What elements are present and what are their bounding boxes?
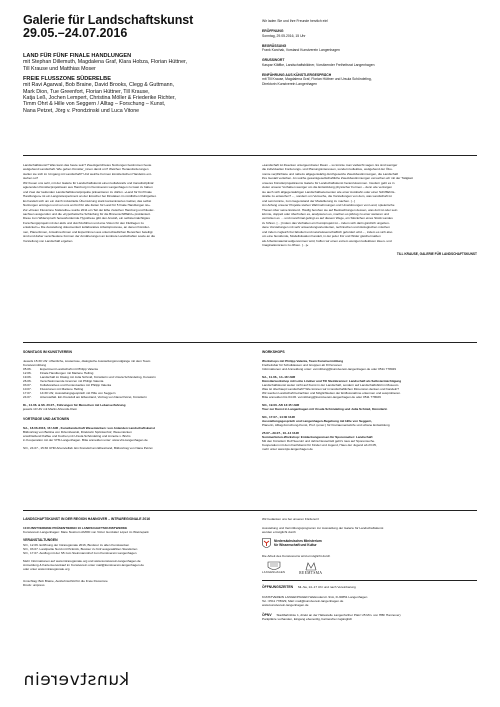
workshops-block [262,350,477,451]
address-block: KUNSTVEREIN LANGENHAGEN Walsroderstr. 91A, D-30851 Langenhagen Tel.: 0511 778029, Mail: mail@kunstverein-langenhagen.de www.kunstverein-langenhagen.de [262,595,477,607]
workshop-4: SO., 17.07., 14:30 UHR Ausstellungsgespräch und Langenhagen-Begehung mit Hille von Seggern, Planerin, Alltag-Forschung-Kunst, Prof. (emer.) für Freiraumentwürfe und urbane Entwicklung [262,415,390,428]
invitation-block: Wir laden Sie und Ihre Freunde herzlich ein! ERÖFFNUNG Sonntag, 29.05.2016, 15 Uhr BEGRÜSSUNG Frank Karchak, Vorstand Kunstverein Langenhagen GRUSSWORT Kaspar Kläffke, Landschaftsbildner, Vorsitzender Freiheitsrat Langenhagen EINFÜHRUNG AUS KÜNSTLERGESPRÄCH mit Till Krause, Magdalena Graf, Florian Hüttner und Ursula Schöndeling, Direktorin Kunstverein Langenhagen [262,19,477,86]
sponsors-lines: Ausstellung und Vermittlungsprogramm zur Ausstellung der Galerie für Landschaftskunst werden ermöglicht durch [262,526,384,534]
talk-1: SA., 18.06.2016, 16 UHR , Kunstlandschaft Wesemücken: von Anlenden Landschaftskunst Bildvortrag von Bettina von Dziembowski, Direktorin Sprinkenhof, Wesemücken anschließend Kaffee und Kuchen,mit Ursula Schöndeling und Annette v. Bruhs in Kooperation mit der VHS Langenhagen. Bitte anmelden unter: www.vhs-langenhagen.de [23,425,156,442]
essay-right: »Landschaft ist Zwecken untergeordneter Raum – so könnte man vielleicht sagen. Es sind weniger die individuellen Forderungs- und Planungsinteressen, sondern kollektive, weitgehend der Öko- nomie verpflichtete und nahezu allgegenwärtig durchgesetzte Zweckbestimmungen, die Landschaft ihre Gestalt verleihen. An solche gesamtgesellschaftliche Zweckbestimmungen versuchen wir mit der Tätigkeit unseres Künstlerprojektraums Galerie für Landschaftskunst heranzukommen. Insofern geht es in vielen unserer Vorhaben weniger um die Entwicklung physischer Formen – denn wie verzeigen sie auch sich allgegenwärtigen Landschaftselementen wie einer Autobahn oder einer Schifffahrts- straße zu entwerfen? – , sondern um Versuche, die Vorstellungen von dem, was Landschaft ist und sein könnte, zum Gegenstand der Modellierung zu machen. [...] Am Anfang unserer Projekte stehen Wahrnehmungen und Umwidmungen von Land, spielerische Thesen über seine Existenz. Häufig beruhen sie auf Beobachtungen dessen, was dort ist oder sein könnte, doppelt oder überhoben es, analysieren es, machen es jäbzug zu einer weiteren und verrücken es … und manchmal gelingt es auf diesem Wege, ein Stückchen eines Stück Landes zu führen. […] Indem das Verhalten ein Kunstprojekt ist – indem sich darin gänzlich ungebun- dene Vorstellungen mit sehr anwendungsorientierten, technischen und ökologischen mischen und indem zugleich frei fabuliert und naturwissenschaftlich gefordert wird – , indem es sich also um eine fiend/ende, Modellsituation handelt, in der jeder Für und Wider gleichermaßen als Arbeitsmaterial aufgenommen wird, hoffen wir einen extrem wenigen kollektiven Ideen- und Imaginationsraum zu öffnen. […]« TILL KRAUSE, GALERIE FÜR LANDSCHAFTSKUNST [262,163,477,256]
talks-heading: VORTRÄGE UND AKTIONEN [23,417,70,422]
program-block [23,350,245,450]
workshop-1: Workshops mit Philipp Valenta, Team Kunstvermittlung Freiheitsbar für Schulklassen und Gruppen ab 8 Personen Informationen und Anmeldung unter: vermittlung@kunstverein-langenhagen.de oder 0511 778029 [262,359,396,372]
section1-heading: LAND FÜR FÜNF FINALE HANDLUNGEN [23,53,132,59]
list-item: 26.06. Verschwimmende Grenzen mit Philipp Valenta [23,379,104,384]
workshop-3: SO., 19.06. AB 13:45 UHR Tour zur Kunst in Langenhagen mit Ursula Schöndeling und Julia Schmid, Künstlerin [262,403,388,412]
print-credits: Umschlag: Bob Braine, Ausbuhnschild für die Freie Flusszone Druck: unipress [23,578,108,587]
workshops-heading: WORKSHOPS [262,350,285,354]
region-heading: LANDSCHAFTSKUNST IN DER REGION HANNOVER – INTRAREGIONALE 2016 [23,517,150,521]
region-intro: 10 KUNSTVEREINE PRÄSENTIEREN 10 LANDSCHAFTSKUNSTWERKE Kunstverein Langenhagen: Mare Nostrum AMOD von Victor González López im Wietzepark [23,526,149,535]
section2-artists: mit Ravi Agarwal, Bob Braine, David Brooks, Clegg & Guttmann, Mark Dion, Tue Greenfort, Florian Hüttner, Till Krause, Katja Leß, Jochen Lempert, Christina Möller & Friederike Richter, Timm Ohrt & Hille von Seggern / Alltag – Forschung – Kunst, Nana Petzet, Jörg v. Prondzinski und Luca Vitone [23,82,176,114]
program-dates [23,367,245,399]
list-item: 24.07. Artenvielfalt. Ein Kreisdoll am Elbestrand, Vortrag von Nana Petzet, Künstlerin [23,395,147,400]
list-item: 12.06. Finale Handlungen mit Marlene Helling [23,371,94,376]
list-item: 10.07. Flusszonen mit Marlene Helling [23,387,84,392]
sponsor-logos [262,561,477,575]
program-intro: Jeweils 15:30 Uhr: öffentliche, kostenlose, dialogische Ausstellungsrundgänge mit dem Team Kunstvermittlung [23,359,151,368]
exhibition-header [23,14,248,114]
label-address: GRUSSWORT [262,58,285,63]
workshop-5: 25.07.–29.07., 10–14 UHR Sommerferien-Workshop: Entdeckungsreisen für Sporenseher: Landschaft Mit den Künstlern Rolf Seerutz und Jahra Nesselrödi geht's raus auf Sporensuche. Kooperation mit dem Fachdienst für Kinder und Jugend, Haus der Jugend ab 23.05, mehr unter www.kjw-langenhagen.de [262,431,377,452]
list-item: 03.07. Kollaboratives und Kontextuelles mit Philipp Valenta [23,383,112,388]
divider-bottom [23,510,477,511]
region-block [23,517,245,587]
invite-intro: Wir laden Sie und Ihre Freunde herzlich ein! [262,19,329,23]
list-item: 05.06. Experiment Landschaft mit Philipp Valenta [23,367,98,372]
events-heading: VERANSTALTUNGEN [23,538,58,543]
section2-heading: FREIE FLUSSZONE SÜDERELBE [23,76,111,82]
list-item: 17.07. 14:30 Uhr, Ausstellungsgespräch mit Hille von Seggern [23,391,116,396]
reemtsma-logo: REEMTSMA [299,562,322,575]
label-opening: ERÖFFNUNG [262,29,284,34]
program-tours: Di., 14.06. & Mi. 20.07., Führungen für Menschen mit Lebenserfahrung jeweils 10 Uhr mit Martin Ahrends-Klein [23,403,126,412]
region-events: SO., 12.06. Eröffnung der Intraregionale 2016, Busttour zu allen Kunstwerken SO., 03.07. Landpartie Nord mit Picknick, Bustour zu fünf ausgewählten Standorten SO., 17.07. Ausflug mit der S5 zum Steinmannshof zum Kunstverein Langenhagen [23,542,138,555]
reemtsma-mark-icon [305,562,317,571]
website-link[interactable]: www.kunstverein-langenhagen.de [262,602,309,607]
divider-sponsors [262,580,477,581]
essay-signature: TILL KRAUSE, GALERIE FÜR LANDSCHAFTSKUNST [396,251,477,256]
section1-artists: mit Stephan Dillemuth, Magdalena Graf, Klara Hobza, Florian Hüttner, Till Krause und Matthias Moser [23,59,187,72]
transport-block: ÖPNV Stadtbahnlinie 1, direkt an der Haltestelle Langenforther Platz U5 Min. von HBF Hannover) Parkplätze vorhanden, Eingang ebenerdig, barrierefrei zugänglich [262,612,401,622]
city-line: Die Arbeit des Kunstvereins wird ermöglicht durch [262,554,331,558]
sponsors-intro: Wir bedanken uns bei unseren Förderern! [262,517,320,521]
region-info: Mehr Informationen auf www.intraregionale.org und www.kunstverein-langenhagen.de Anmeldung & Kartenververkauf im Kunstverein unter mail@kunstverein-langenhagen.de oder unter www.intraregionale.org [23,558,144,571]
opening-hours: ÖFFNUNGSZEITEN Mi–Sa, 14–17 Uhr und nach Vereinbarung [262,584,356,589]
divider-middle [23,342,477,343]
kunstverein-logo: kunstverein [23,670,130,690]
label-greeting: BEGRÜSSUNG [262,43,287,48]
talk-2: SO., 24.07., 15:30 UHR Artenvielfalt. Ein Kreisdoll am Elbestrand, Bildvortrag von Nana Petzet [23,445,153,450]
crest-icon [262,538,271,550]
workshop-2: SA., 11.06., 14–18 UHR Künstlerworkshop mit Lotte Lindner und Till Steinbrenner: Landschaft als Selbstermächtigung Landschaftskunst weiter nicht auf Kunst in der Landschaft, sondern auf Landschaftsbild im Museum. Was ist überhaupt Landschaft? Wie können wir in landschaftlichen Dimension denken und handeln? Wir werden Landschaft betrachten und Möglichkeiten der Einflussnahme erkennen und ausprobieren. Bitte anmelden bis 04.06. vermittlung@kunstverein-langenhagen.de oder 0511 778029 [262,375,402,400]
langenhagen-logo: LANGENHAGEN [262,561,285,575]
essay-left: Landschaftskunst? Was kann das heute sein? Zweckgerichtetes Nutzungen bestimmen heute weitgehend Landschaft. Wie gehen Künstler_innen damit um? Welchen Herausforderungen stellen sie sich im Umgang mit Landschaft? Und welche Formen künstlerischen Handelns ent- stehen so? Wir freuen uns sehr, mit der Galerie für Landschaftskunst einen kollaborativ und transdisziplinär agierenden Künstlerprojektraum aus Hamburg im Kunstverein Langenhagen zu Gast zu haben und zwei der laufenden Landschaftskunstprojekte präsentieren zu dürfen. »Land für fünf finale Handlungen« ist ein Langzeitexperiment an der Emscher bei Dinslaken im nördlichen Ruhrgebiet. Es handelt sich um ein durch industrielle Übernutzung stark kontaminiertes Gebiet, das selbst Nutzungen entzogen und von uns an fünf für alle Zeiten für Land für 5 finale Handlungen ist». Zur »Freien Flusszone Süderelbe« wurde 2011 ein Teil der Elbe zwischen Hamburg und Nieder- sachsen ausgerufen und die »hypothetische Schleifung für die Binnenschifffahrt« proklamiert. Diese zum Widerspruch herausfordernde Hypothese gibt den Anstoß, ein selbstermächtigtes Forschungsprojekt mit der aktiv und durchzuführen und eine Vision für den Flußlegen zu entwickeln.« Die Ausstellung dokumentiert kollaborative Arbeitsprozesse, an denen Künstler- nen, Planer/innen, Anwohner/innen und Expert/innen aus unterschiedlichen Bereichen beteiligt sind und daher verschiedene Formen der Annäherungen an konkrete Landschaften sowie an die Vorstellung von Landschaft ergeben. [23,163,157,243]
ministry-logo: Niedersächsisches Ministerium für Wissenschaft und Kultur [262,538,477,550]
divider-top [23,155,477,156]
gallery-title: Galerie für Landschaftskunst [23,13,194,27]
label-introduction: EINFÜHRUNG AUS KÜNSTLERGESPRÄCH [262,73,332,78]
sponsors-block [262,517,477,621]
city-crest-icon [267,561,281,571]
list-item: 19.06. Landschaft im Dialog mit Julia Schmid, Künstlerin und Ursula Schöndeling, Kuratorin [23,375,156,380]
exhibition-dates: 29.05.–24.07.2016 [23,26,128,40]
program-heading: SONNTAGS IM KUNSTVEREIN [23,350,72,354]
